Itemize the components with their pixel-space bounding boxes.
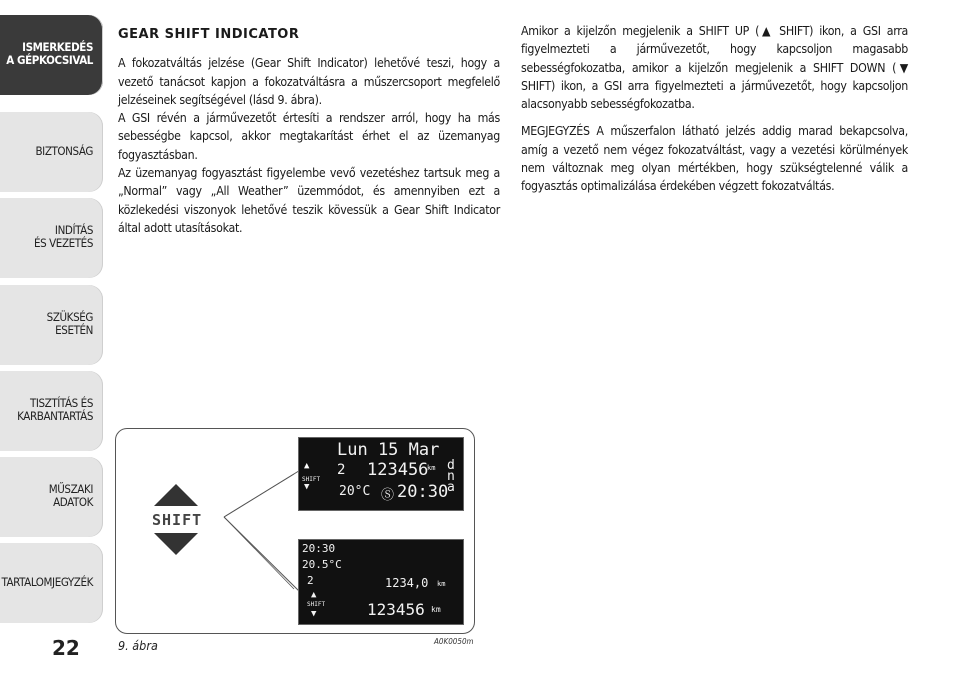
chapter-tab-label: TISZTÍTÁS ÉS KARBANTARTÁS: [17, 396, 93, 423]
chapter-tab-label: INDÍTÁS ÉS VEZETÉS: [33, 223, 93, 250]
display-temp-small: 20.5°C: [302, 558, 342, 571]
s-icon: Ⓢ: [381, 488, 395, 503]
display-top: [298, 437, 464, 511]
figure-code: A0K0050m: [434, 637, 474, 646]
shift-down-icon: [154, 533, 198, 555]
display-temperature: 20°C: [339, 484, 371, 499]
chapter-tab[interactable]: [0, 457, 103, 537]
paragraph: A GSI révén a járművezetőt értesíti a rendszer arról, hogy ha más sebességbe kapcsol, akkor megtakarítást érhet el az üzemanyag fogyasztásban.: [118, 111, 500, 162]
paragraph: A fokozatváltás jelzése (Gear Shift Indicator) lehetővé teszi, hogy a vezető tanácsot kapjon a fokozatváltásra a műszercsoport megfelelő jelzéseinek segítségével (lásd 9. ábra).: [118, 56, 500, 107]
display-date: Lun 15 Mar: [337, 440, 440, 460]
display-gear-small: 2: [307, 574, 314, 587]
mode-letters: d n a: [447, 458, 455, 495]
display-time-small: 20:30: [302, 542, 336, 555]
display-bottom: [298, 539, 464, 625]
left-column: [118, 26, 500, 237]
shift-up-mini-icon: ▲: [304, 461, 310, 471]
shift-down-mini-icon: ▼: [311, 609, 317, 619]
trip-unit: km: [437, 580, 446, 588]
chapter-tab-label: TARTALOMJEGYZÉK: [1, 575, 93, 589]
chapter-tab[interactable]: [0, 15, 103, 95]
paragraph: Amikor a kijelzőn megjelenik a SHIFT UP (▲ SHIFT) ikon, a GSI arra figyelmezteti a járművezetőt, hogy kapcsoljon magasabb sebességfokozatba, amikor a kijelzőn megjelenik a SHIFT DOWN (▼ SHIFT) ikon, a GSI arra figyelmezteti a járművezetőt, hogy kapcsoljon alacsonyabb sebességfokozatba.: [521, 24, 908, 112]
note-paragraph: MEGJEGYZÉS A műszerfalon látható jelzés addig marad bekapcsolva, amíg a vezető nem végez fokozatváltást, vagy a vezetési körülmények nem változnak meg olyan mértékben, hogy szükségtelenné válik a fogyasztás optimalizálása érdekében végzett fokozatváltás.: [521, 124, 908, 194]
chapter-tab-label: ISMERKEDÉS A GÉPKOCSIVAL: [6, 40, 93, 67]
page-number: 22: [52, 636, 80, 660]
trip-value: 1234,0: [385, 576, 429, 590]
chapter-tab-label: SZÜKSÉG ESETÉN: [46, 310, 93, 337]
section-heading: GEAR SHIFT INDICATOR: [118, 27, 300, 42]
right-column: [521, 22, 908, 196]
chapter-tab[interactable]: [0, 543, 103, 623]
shift-label: SHIFT: [152, 511, 203, 529]
shift-down-mini-icon: ▼: [304, 482, 310, 492]
shift-mini-label: SHIFT: [307, 601, 326, 608]
odometer-value: 123456: [367, 600, 425, 619]
shift-up-mini-icon: ▲: [311, 590, 317, 600]
figure-caption: 9. ábra: [118, 638, 158, 653]
shift-up-icon: [154, 484, 198, 506]
chapter-tab[interactable]: [0, 198, 103, 278]
shift-mini-label: SHIFT: [302, 476, 321, 483]
chapter-tab-label: MŰSZAKI ADATOK: [48, 482, 93, 509]
chapter-tab[interactable]: [0, 112, 103, 192]
gsi-figure: [115, 428, 475, 634]
odo-unit: km: [427, 464, 436, 472]
chapter-tab-label: BIZTONSÁG: [35, 144, 93, 158]
paragraph: Az üzemanyag fogyasztást figyelembe vevő vezetéshez tartsuk meg a „Normal” vagy „All Weather” üzemmódot, és amennyiben ezt a közlekedési viszonyok lehetővé teszik kövessük a Gear Shift Indicator által adott utasításokat.: [118, 166, 500, 235]
display-odometer: 123456: [367, 460, 429, 480]
chapter-tab[interactable]: [0, 285, 103, 365]
display-time: 20:30: [397, 482, 449, 502]
display-gear: 2: [337, 462, 346, 478]
odometer-unit: km: [431, 605, 441, 614]
chapter-tab[interactable]: [0, 371, 103, 451]
